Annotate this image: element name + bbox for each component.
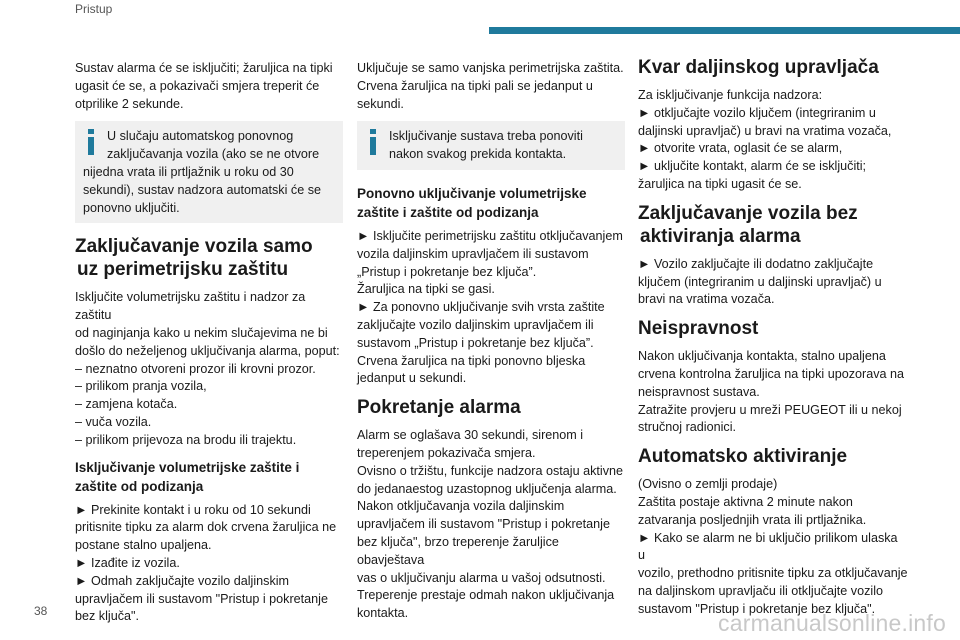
perimeter-lock-text: Isključite volumetrijsku zaštitu i nadzor za zaštitu od naginjanja kako u nekim slučajevima ne bi došlo do neželjenog uključivanja alarma, poput: – neznatno otvoreni prozor ili krovni prozor. – prilikom pranja vozila, – zamjena kotača. – vuča vozila. – prilikom prijevoza na brodu ili trajektu.: [75, 290, 340, 447]
heading-lock-without-alarm: Zaključavanje vozila bez aktiviranja alarma: [638, 202, 858, 247]
alarm-trigger-text: Alarm se oglašava 30 sekundi, sirenom i treperenjem pokazivača smjera. Ovisno o tržištu, funkcije nadzora ostaju aktivne do jedanaestog uzastopnog uključenja alarma. Nakon otključavanja vozila daljinskim upravljačem ili sustavom "Pristup i pokretanje bez ključa", brzo treperenje žaruljice obavještava vas o uključivanju alarma u vašoj odsutnosti. Treperenje prestaje odmah nakon uključivanja kontakta.: [357, 428, 623, 621]
column-3: [638, 56, 908, 627]
reactivate-volumetric-text: ► Isključite perimetrijsku zaštitu otključavanjem vozila daljinskim upravljačem ili sustavom „Pristup i pokretanje bez ključa”. Žaruljica na tipki se gasi. ► Za ponovno uključivanje svih vrsta zaštite zaključajte vozilo daljinskim upravljačem ili sustavom „Pristup i pokretanje bez ključa”. Crvena žaruljica na tipki ponovno bljeska jedanput u sekundi.: [357, 228, 623, 386]
column-1: [75, 60, 343, 634]
malfunction-text: Nakon uključivanja kontakta, stalno upaljena crvena kontrolna žaruljica na tipki upozorava na neispravnost sustava. Zatražite provjeru u mreži PEUGEOT ili u nekoj stručnoj radionici.: [638, 349, 905, 435]
column-2: [357, 60, 625, 631]
heading-malfunction: Neispravnost: [638, 318, 759, 340]
disable-volumetric-text: ► Prekinite kontakt i u roku od 10 sekundi pritisnite tipku za alarm dok crvena žaruljica ne postane stalno upaljena. ► Izađite iz vozila. ► Odmah zaključajte vozilo daljinskim upravljačem ili sustavom "Pristup i pokretanje bez ključa".: [75, 502, 337, 624]
note-text: Isključivanje sustava treba ponoviti nakon svakog prekida kontakta.: [389, 129, 583, 162]
heading-perimeter-lock: Zaključavanje vozila samo uz perimetrijsku zaštitu: [75, 236, 313, 281]
heading-reactivate-volumetric: Ponovno uključivanje volumetrijske zaštite i zaštite od podizanja: [357, 185, 587, 220]
heading-alarm-trigger: Pokretanje alarma: [357, 397, 521, 419]
col2-intro: Uključuje se samo vanjska perimetrijska zaštita. Crvena žaruljica na tipki pali se jedanput u sekundi.: [357, 61, 624, 111]
automatic-activation-text: (Ovisno o zemlji prodaje) Zaštita postaje aktivna 2 minute nakon zatvaranja posljednjih vrata ili prtljažnika. ► Kako se alarm ne bi uključio prilikom ulaska u vozilo, prethodno pritisnite tipku za otključavanje na daljinskom upravljaču ili otključajte vozilo sustavom "Pristup i pokretanje bez ključa".: [638, 477, 908, 616]
info-icon: [83, 129, 99, 155]
page-number: 38: [34, 604, 48, 618]
heading-disable-volumetric: Isključivanje volumetrijske zaštite i zaštite od podizanja: [75, 459, 300, 494]
lock-without-alarm-text: ► Vozilo zaključajte ili dodatno zaključajte ključem (integriranim u daljinski upravljač) u bravi na vratima vozača.: [638, 256, 882, 307]
heading-automatic-activation: Automatsko aktiviranje: [638, 446, 848, 468]
header-accent-bar: [489, 27, 960, 34]
note-text: U slučaju automatskog ponovnog zaključavanja vozila (ako se ne otvore nijedna vrata ili prtljažnik u roku od 30 sekundi), sustav nadzora automatski će se ponovno uključiti.: [83, 129, 322, 215]
col1-intro: Sustav alarma će se isključiti; žaruljica na tipki ugasit će se, a pokazivači smjera treperit će otprilike 2 sekunde.: [75, 61, 333, 111]
remote-failure-text: Za isključivanje funkcija nadzora: ► otključajte vozilo ključem (integriranim u daljinski upravljač) u bravi na vratima vozača, ► otvorite vrata, oglasit će se alarm, ► uključite kontakt, alarm će se isključiti; žaruljica na tipki ugasit će se.: [638, 88, 892, 191]
header-section-label: Pristup: [75, 2, 113, 16]
heading-remote-failure: Kvar daljinskog upravljača: [638, 57, 879, 78]
info-note-relock: [75, 121, 343, 223]
info-icon: [365, 129, 381, 155]
watermark-link[interactable]: carmanualsonline.info: [718, 610, 946, 636]
info-note-repeat: [357, 121, 625, 170]
